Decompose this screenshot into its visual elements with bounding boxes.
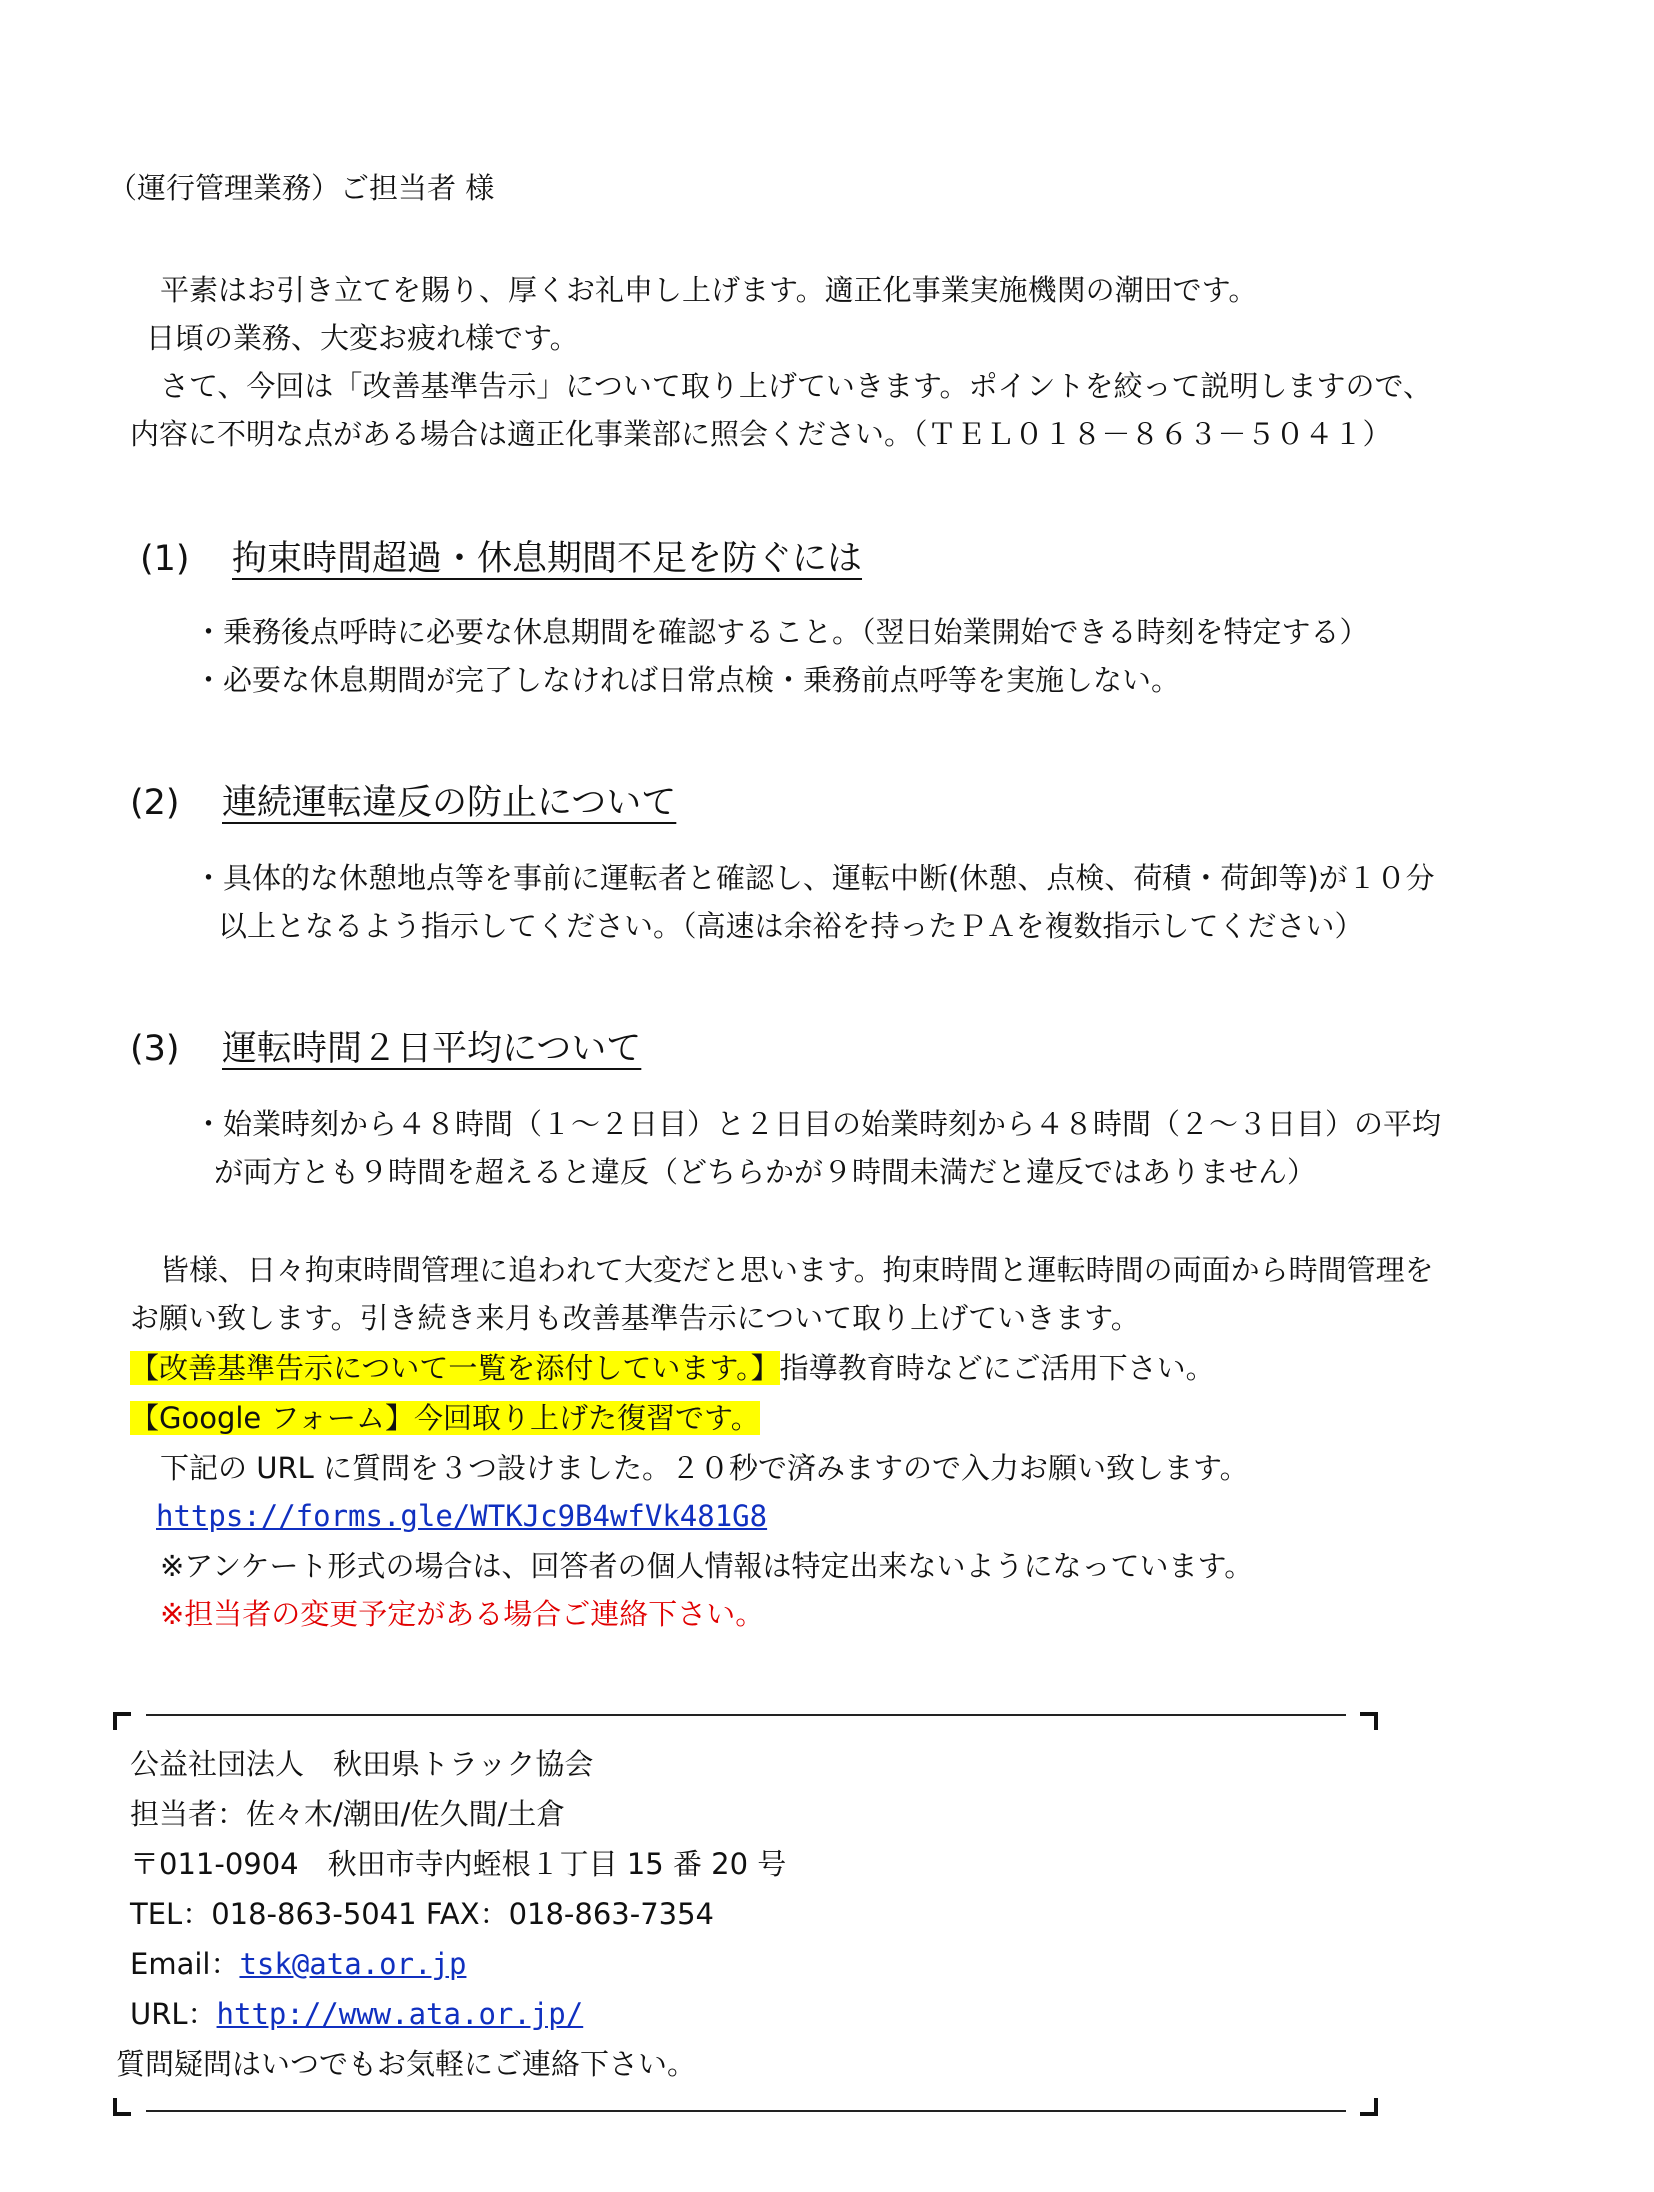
section-1-line-2: ・必要な休息期間が完了しなければ日常点検・乗務前点呼等を実施しない。 <box>194 663 1181 697</box>
footer-url-link[interactable]: http://www.ata.or.jp/ <box>216 1997 584 2031</box>
closing-line-1: 皆様、日々拘束時間管理に追われて大変だと思います。拘束時間と運転時間の両面から時間管理を <box>160 1253 1434 1287</box>
section-1-number: (1) <box>140 539 190 579</box>
footer-url-label: URL： <box>130 1997 217 2031</box>
footer-email-label: Email： <box>130 1947 240 1981</box>
closing-line-2: お願い致します。引き続き来月も改善基準告示について取り上げていきます。 <box>130 1301 1140 1335</box>
intro-line-2: 日頃の業務、大変お疲れ様です。 <box>146 321 579 355</box>
section-3-line-2: が両方とも９時間を超えると違反（どちらかが９時間未満だと違反ではありません） <box>214 1155 1317 1189</box>
section-2-title: 連続運転違反の防止について <box>222 783 677 823</box>
section-3-heading <box>130 1026 641 1072</box>
form-url-link[interactable]: https://forms.gle/WTKJc9B4wfVk481G8 <box>156 1499 768 1533</box>
footer-org: 公益社団法人 秋田県トラック協会 <box>130 1747 594 1781</box>
section-1-heading <box>140 536 862 582</box>
intro-line-3: さて、今回は「改善基準告示」について取り上げていきます。ポイントを絞って説明しますので、 <box>160 369 1432 403</box>
section-2-heading <box>130 780 676 826</box>
footer-frame-bottom-left-corner <box>113 2098 131 2116</box>
footer-frame-top-right-corner <box>1360 1712 1378 1730</box>
google-form-note <box>130 1398 760 1438</box>
footer-frame-top-line <box>146 1714 1346 1716</box>
section-1-title: 拘束時間超過・休息期間不足を防ぐには <box>232 539 863 579</box>
footer-frame-bottom-line <box>146 2110 1346 2112</box>
survey-line: 下記の URL に質問を３つ設けました。２０秒で済みますので入力お願い致します。 <box>160 1451 1249 1485</box>
section-3-line-1: ・始業時刻から４８時間（１～２日目）と２日目の始業時刻から４８時間（２～３日目）の平均 <box>194 1107 1442 1141</box>
footer-staff: 担当者：佐々木/潮田/佐久間/土倉 <box>130 1797 566 1831</box>
section-2-number: (2) <box>130 783 180 823</box>
footer-address: 〒011-0904 秋田市寺内蛭根１丁目 15 番 20 号 <box>130 1847 787 1881</box>
section-1-line-1: ・乗務後点呼時に必要な休息期間を確認すること。（翌日始業開始できる時刻を特定する） <box>194 615 1369 649</box>
footer-phone: TEL：018-863-5041 FAX：018-863-7354 <box>130 1897 715 1931</box>
attachment-note <box>130 1348 1215 1388</box>
intro-line-1: 平素はお引き立てを賜り、厚くお礼申し上げます。適正化事業実施機関の潮田です。 <box>160 273 1258 307</box>
google-form-highlight: 【Google フォーム】今回取り上げた復習です。 <box>130 1401 760 1435</box>
salutation: （運行管理業務）ご担当者 様 <box>108 171 495 205</box>
anonymity-note: ※アンケート形式の場合は、回答者の個人情報は特定出来ないようになっています。 <box>160 1549 1254 1583</box>
footer-email <box>130 1944 466 1984</box>
footer-email-link[interactable]: tsk@ata.or.jp <box>239 1947 467 1981</box>
footer-frame-bottom-right-corner <box>1360 2098 1378 2116</box>
section-2-line-1: ・具体的な休憩地点等を事前に運転者と確認し、運転中断(休憩、点検、荷積・荷卸等)が１０分 <box>194 861 1435 895</box>
red-notice: ※担当者の変更予定がある場合ご連絡下さい。 <box>160 1597 765 1631</box>
attachment-highlight: 【改善基準告示について一覧を添付しています。】 <box>130 1351 780 1385</box>
intro-line-4: 内容に不明な点がある場合は適正化事業部に照会ください。（ＴＥＬ０１８－８６３－５０４１） <box>130 417 1392 451</box>
footer-frame-top-left-corner <box>113 1712 131 1730</box>
section-2-line-2: 以上となるよう指示してください。（高速は余裕を持ったＰＡを複数指示してください） <box>218 909 1364 943</box>
section-3-title: 運転時間２日平均について <box>222 1029 642 1069</box>
section-3-number: (3) <box>130 1029 180 1069</box>
footer-url <box>130 1994 583 2034</box>
footer-contact: 質問疑問はいつでもお気軽にご連絡下さい。 <box>116 2047 697 2081</box>
attachment-rest: 指導教育時などにご活用下さい。 <box>779 1351 1215 1385</box>
